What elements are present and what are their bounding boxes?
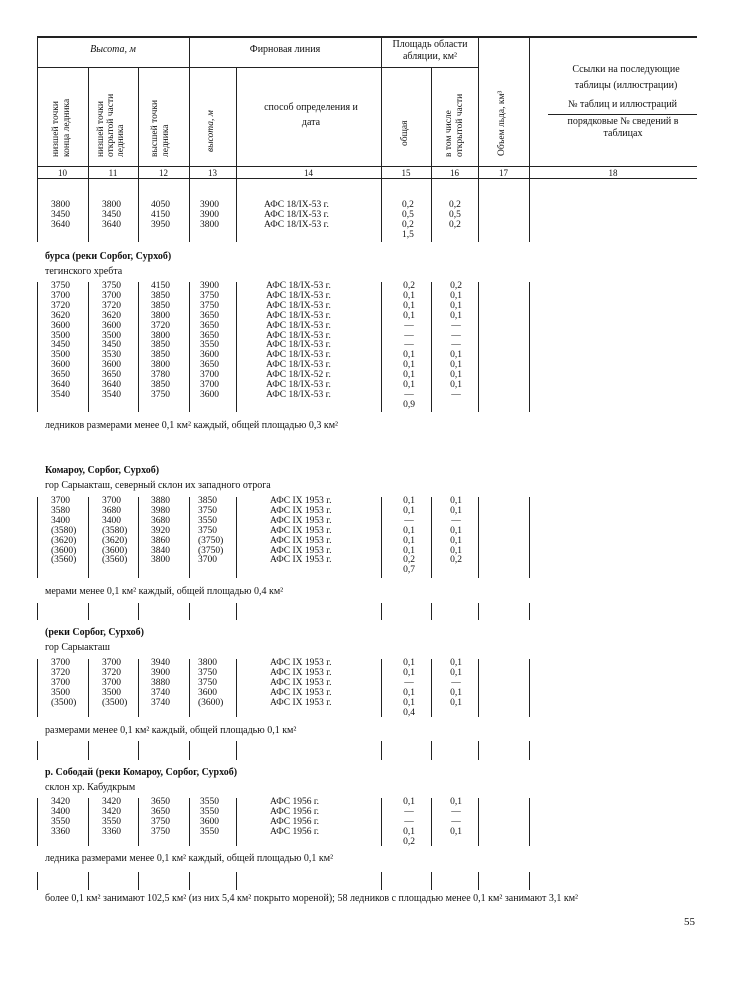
ice-volume-heading: Объем льда, км³ bbox=[497, 90, 507, 156]
column-rule-segment bbox=[189, 178, 190, 242]
column-rule-segment bbox=[189, 282, 190, 412]
block-col12: 3880 3980 3680 3920 3860 3840 3800 bbox=[151, 496, 170, 566]
column-rule-segment bbox=[529, 659, 530, 717]
column-rule-segment bbox=[431, 178, 432, 242]
block-col12: 3650 3650 3750 3750 bbox=[151, 797, 170, 837]
block-col11: 3700 3680 3400 (3580) (3620) (3600) (3560) bbox=[102, 496, 128, 566]
column-rule-segment bbox=[431, 798, 432, 846]
block-subtitle: склон хр. Кабудкрым bbox=[45, 782, 136, 793]
footer-summary: более 0,1 км² занимают 102,5 км² (из них 5,4 км² покрыто мореной); 58 ледников с площадью менее 0,1 км² занимают 3,1 км² bbox=[45, 893, 579, 904]
column-rule-segment bbox=[431, 497, 432, 578]
block-subtitle: тегинского хребта bbox=[45, 266, 123, 277]
block-note: ледников размерами менее 0,1 км² каждый, общей площадью 0,3 км² bbox=[45, 420, 339, 431]
height-group-title: Высота, м bbox=[90, 44, 136, 55]
column-rule-segment bbox=[381, 603, 382, 620]
block-title: р. Сободай (реки Комароу, Сорбог, Сурхоб) bbox=[45, 767, 238, 778]
column-rule-segment bbox=[189, 659, 190, 717]
column-rule-segment bbox=[37, 497, 38, 578]
refs-sub-rule bbox=[548, 114, 697, 115]
column-rule-segment bbox=[478, 497, 479, 578]
firn-method-heading: способ определения и дата bbox=[264, 102, 358, 128]
block-col15: 0,2 0,1 0,1 0,1 — — — 0,1 0,1 0,1 0,1 — 0,9 bbox=[403, 281, 415, 410]
column-rule-segment bbox=[529, 603, 530, 620]
column-rule-segment bbox=[88, 798, 89, 846]
column-rule-segment bbox=[37, 798, 38, 846]
block-col13: 3550 3550 3600 3550 bbox=[200, 797, 219, 837]
column-rule-segment bbox=[431, 603, 432, 620]
column-rule-segment bbox=[236, 659, 237, 717]
column-rule-segment bbox=[529, 872, 530, 890]
block-col15: 0,1 0,1 — 0,1 0,1 0,1 0,2 0,7 bbox=[403, 496, 415, 576]
column-rule-segment bbox=[88, 497, 89, 578]
area-group-rule bbox=[381, 67, 478, 68]
column-rule-segment bbox=[37, 659, 38, 717]
block-col10: 3800 3450 3640 bbox=[51, 200, 70, 230]
height-lowest-heading: низшей точки конца ледника bbox=[51, 98, 72, 157]
column-rule-segment bbox=[381, 798, 382, 846]
block-col16: 0,1 — — 0,1 bbox=[450, 797, 462, 837]
block-subtitle: гор Сарыакташ, северный склон их западного отрога bbox=[45, 480, 271, 491]
header-vline bbox=[381, 36, 382, 178]
page-number: 55 bbox=[684, 916, 695, 928]
col-number: 10 bbox=[58, 168, 67, 178]
col-number: 16 bbox=[450, 168, 459, 178]
block-col14: АФС IX 1953 г. АФС IX 1953 г. АФС IX 1953 г. АФС IX 1953 г. АФС IX 1953 г. bbox=[270, 658, 332, 708]
area-group-title: Площадь области абляции, км² bbox=[392, 39, 468, 62]
column-rule-segment bbox=[189, 798, 190, 846]
block-title: (реки Сорбог, Сурхоб) bbox=[45, 627, 144, 638]
block-note: мерами менее 0,1 км² каждый, общей площадью 0,4 км² bbox=[45, 586, 284, 597]
column-rule-segment bbox=[88, 282, 89, 412]
firn-group-rule bbox=[189, 67, 381, 68]
table-top-rule bbox=[37, 36, 697, 38]
column-rule-segment bbox=[236, 872, 237, 890]
column-rule-segment bbox=[381, 178, 382, 242]
area-open-heading: в том числе открытой части bbox=[444, 93, 465, 157]
column-rule-segment bbox=[138, 282, 139, 412]
column-rule-segment bbox=[189, 741, 190, 760]
col-number: 13 bbox=[208, 168, 217, 178]
block-col10: 3700 3580 3400 (3580) (3620) (3600) (3560) bbox=[51, 496, 77, 566]
header-vline bbox=[478, 36, 479, 178]
block-col15: 0,2 0,5 0,2 1,5 bbox=[402, 200, 414, 240]
column-rule-segment bbox=[478, 282, 479, 412]
block-col10: 3420 3400 3550 3360 bbox=[51, 797, 70, 837]
block-note: размерами менее 0,1 км² каждый, общей площадью 0,1 км² bbox=[45, 725, 297, 736]
column-rule-segment bbox=[88, 741, 89, 760]
column-rule-segment bbox=[529, 497, 530, 578]
column-rule-segment bbox=[478, 872, 479, 890]
column-rule-segment bbox=[88, 178, 89, 242]
block-col11: 3750 3700 3720 3620 3600 3500 3450 3530 3600 3650 3640 3540 bbox=[102, 281, 121, 400]
height-group-rule bbox=[37, 67, 189, 68]
column-rule-segment bbox=[381, 497, 382, 578]
column-rule-segment bbox=[236, 798, 237, 846]
col-number: 15 bbox=[401, 168, 411, 178]
col-number: 17 bbox=[499, 168, 508, 178]
header-bottom-rule bbox=[37, 166, 697, 167]
header-vline bbox=[431, 67, 432, 178]
column-rule-segment bbox=[37, 178, 38, 242]
column-rule-segment bbox=[529, 282, 530, 412]
block-col16: 0,2 0,5 0,2 bbox=[449, 200, 461, 230]
column-rule-segment bbox=[88, 603, 89, 620]
firn-group-title: Фирновая линия bbox=[249, 44, 321, 55]
block-col12: 3940 3900 3880 3740 3740 bbox=[151, 658, 170, 708]
column-rule-segment bbox=[138, 497, 139, 578]
block-col14: АФС 1956 г. АФС 1956 г. АФС 1956 г. АФС 1956 г. bbox=[270, 797, 320, 837]
column-rule-segment bbox=[431, 741, 432, 760]
col-number: 11 bbox=[108, 168, 118, 178]
block-note: ледника размерами менее 0,1 км² каждый, общей площадью 0,1 км² bbox=[45, 853, 334, 864]
height-lowest-open-heading: низшей точки открытой части ледника bbox=[96, 93, 126, 157]
column-rule-segment bbox=[236, 178, 237, 242]
block-col15: 0,1 0,1 — 0,1 0,1 0,4 bbox=[403, 658, 415, 718]
column-rule-segment bbox=[478, 741, 479, 760]
column-rule-segment bbox=[236, 282, 237, 412]
column-rule-segment bbox=[529, 798, 530, 846]
block-col13: 3900 3900 3800 bbox=[200, 200, 219, 230]
column-rule-segment bbox=[236, 741, 237, 760]
col-number: 18 bbox=[608, 168, 618, 178]
column-rule-segment bbox=[381, 741, 382, 760]
column-rule-segment bbox=[138, 798, 139, 846]
refs-sub2: порядковые № сведений в таблицах bbox=[567, 116, 679, 139]
column-rule-segment bbox=[138, 872, 139, 890]
block-col10: 3700 3720 3700 3500 (3500) bbox=[51, 658, 77, 708]
column-rule-segment bbox=[189, 872, 190, 890]
block-col14: АФС 18/IX-53 г. АФС 18/IX-53 г. АФС 18/IX-53 г. bbox=[264, 200, 329, 230]
height-highest-heading: высшей точки ледника bbox=[150, 99, 171, 157]
header-vline bbox=[189, 36, 190, 178]
column-rule-segment bbox=[37, 282, 38, 412]
block-col16: 0,1 0,1 — 0,1 0,1 bbox=[450, 658, 462, 708]
refs-title: Ссылки на последующие таблицы (иллюстрации) bbox=[572, 64, 680, 91]
col-number: 12 bbox=[159, 168, 168, 178]
header-vline bbox=[138, 67, 139, 178]
column-rule-segment bbox=[37, 741, 38, 760]
header-vline bbox=[236, 67, 237, 178]
col-number: 14 bbox=[304, 168, 313, 178]
block-col15: 0,1 — — 0,1 0,2 bbox=[403, 797, 415, 847]
column-rule-segment bbox=[138, 603, 139, 620]
column-rule-segment bbox=[189, 603, 190, 620]
column-rule-segment bbox=[431, 659, 432, 717]
column-rule-segment bbox=[189, 497, 190, 578]
column-rule-segment bbox=[529, 178, 530, 242]
column-rule-segment bbox=[138, 178, 139, 242]
firn-height-heading: высота, м bbox=[206, 110, 216, 152]
col-number-rule bbox=[37, 178, 697, 179]
block-col11: 3700 3720 3700 3500 (3500) bbox=[102, 658, 128, 708]
column-rule-segment bbox=[478, 603, 479, 620]
column-rule-segment bbox=[478, 178, 479, 242]
block-title: Комароу, Сорбог, Сурхоб) bbox=[45, 465, 160, 476]
block-col11: 3420 3420 3550 3360 bbox=[102, 797, 121, 837]
block-col12: 4150 3850 3850 3800 3720 3800 3850 3850 3800 3780 3850 3750 bbox=[151, 281, 170, 400]
column-rule-segment bbox=[37, 603, 38, 620]
column-rule-segment bbox=[88, 872, 89, 890]
header-vline bbox=[37, 36, 38, 178]
block-col14: АФС 18/IX-53 г. АФС 18/IX-53 г. АФС 18/IX-53 г. АФС 18/IX-53 г. АФС 18/IX-53 г. АФС 18/IX-53 г. АФС 18/IX-53 г. АФС 18/IX-53 г. АФС 18/IX-53 г. АФС 18/IX-52 г. АФС 18/IX-53 г. АФС 18/IX-53 г. bbox=[266, 281, 331, 400]
column-rule-segment bbox=[431, 282, 432, 412]
column-rule-segment bbox=[37, 872, 38, 890]
column-rule-segment bbox=[88, 659, 89, 717]
column-rule-segment bbox=[381, 659, 382, 717]
block-title: бурса (реки Сорбог, Сурхоб) bbox=[45, 251, 172, 262]
column-rule-segment bbox=[529, 741, 530, 760]
block-col12: 4050 4150 3950 bbox=[151, 200, 170, 230]
header-vline bbox=[529, 36, 530, 178]
area-total-heading: общая bbox=[400, 120, 410, 146]
block-col13: 3900 3750 3750 3650 3650 3650 3550 3600 3650 3700 3700 3600 bbox=[200, 281, 219, 400]
block-col11: 3800 3450 3640 bbox=[102, 200, 121, 230]
column-rule-segment bbox=[236, 497, 237, 578]
block-subtitle: гор Сарыакташ bbox=[45, 642, 110, 653]
column-rule-segment bbox=[138, 741, 139, 760]
block-col13: 3850 3750 3550 3750 (3750) (3750) 3700 bbox=[198, 496, 224, 566]
column-rule-segment bbox=[478, 659, 479, 717]
column-rule-segment bbox=[236, 603, 237, 620]
column-rule-segment bbox=[381, 872, 382, 890]
header-vline bbox=[88, 67, 89, 178]
refs-sub1: № таблиц и иллюстраций bbox=[567, 99, 678, 110]
column-rule-segment bbox=[138, 659, 139, 717]
block-col14: АФС IX 1953 г. АФС IX 1953 г. АФС IX 1953 г. АФС IX 1953 г. АФС IX 1953 г. АФС IX 1953 г. АФС IX 1953 г. bbox=[270, 496, 332, 566]
column-rule-segment bbox=[478, 798, 479, 846]
block-col13: 3800 3750 3750 3600 (3600) bbox=[198, 658, 224, 708]
column-rule-segment bbox=[431, 872, 432, 890]
column-rule-segment bbox=[381, 282, 382, 412]
block-col16: 0,2 0,1 0,1 0,1 — — — 0,1 0,1 0,1 0,1 — bbox=[450, 281, 462, 400]
block-col10: 3750 3700 3720 3620 3600 3500 3450 3500 3600 3650 3640 3540 bbox=[51, 281, 70, 400]
block-col16: 0,1 0,1 — 0,1 0,1 0,1 0,2 bbox=[450, 496, 462, 566]
